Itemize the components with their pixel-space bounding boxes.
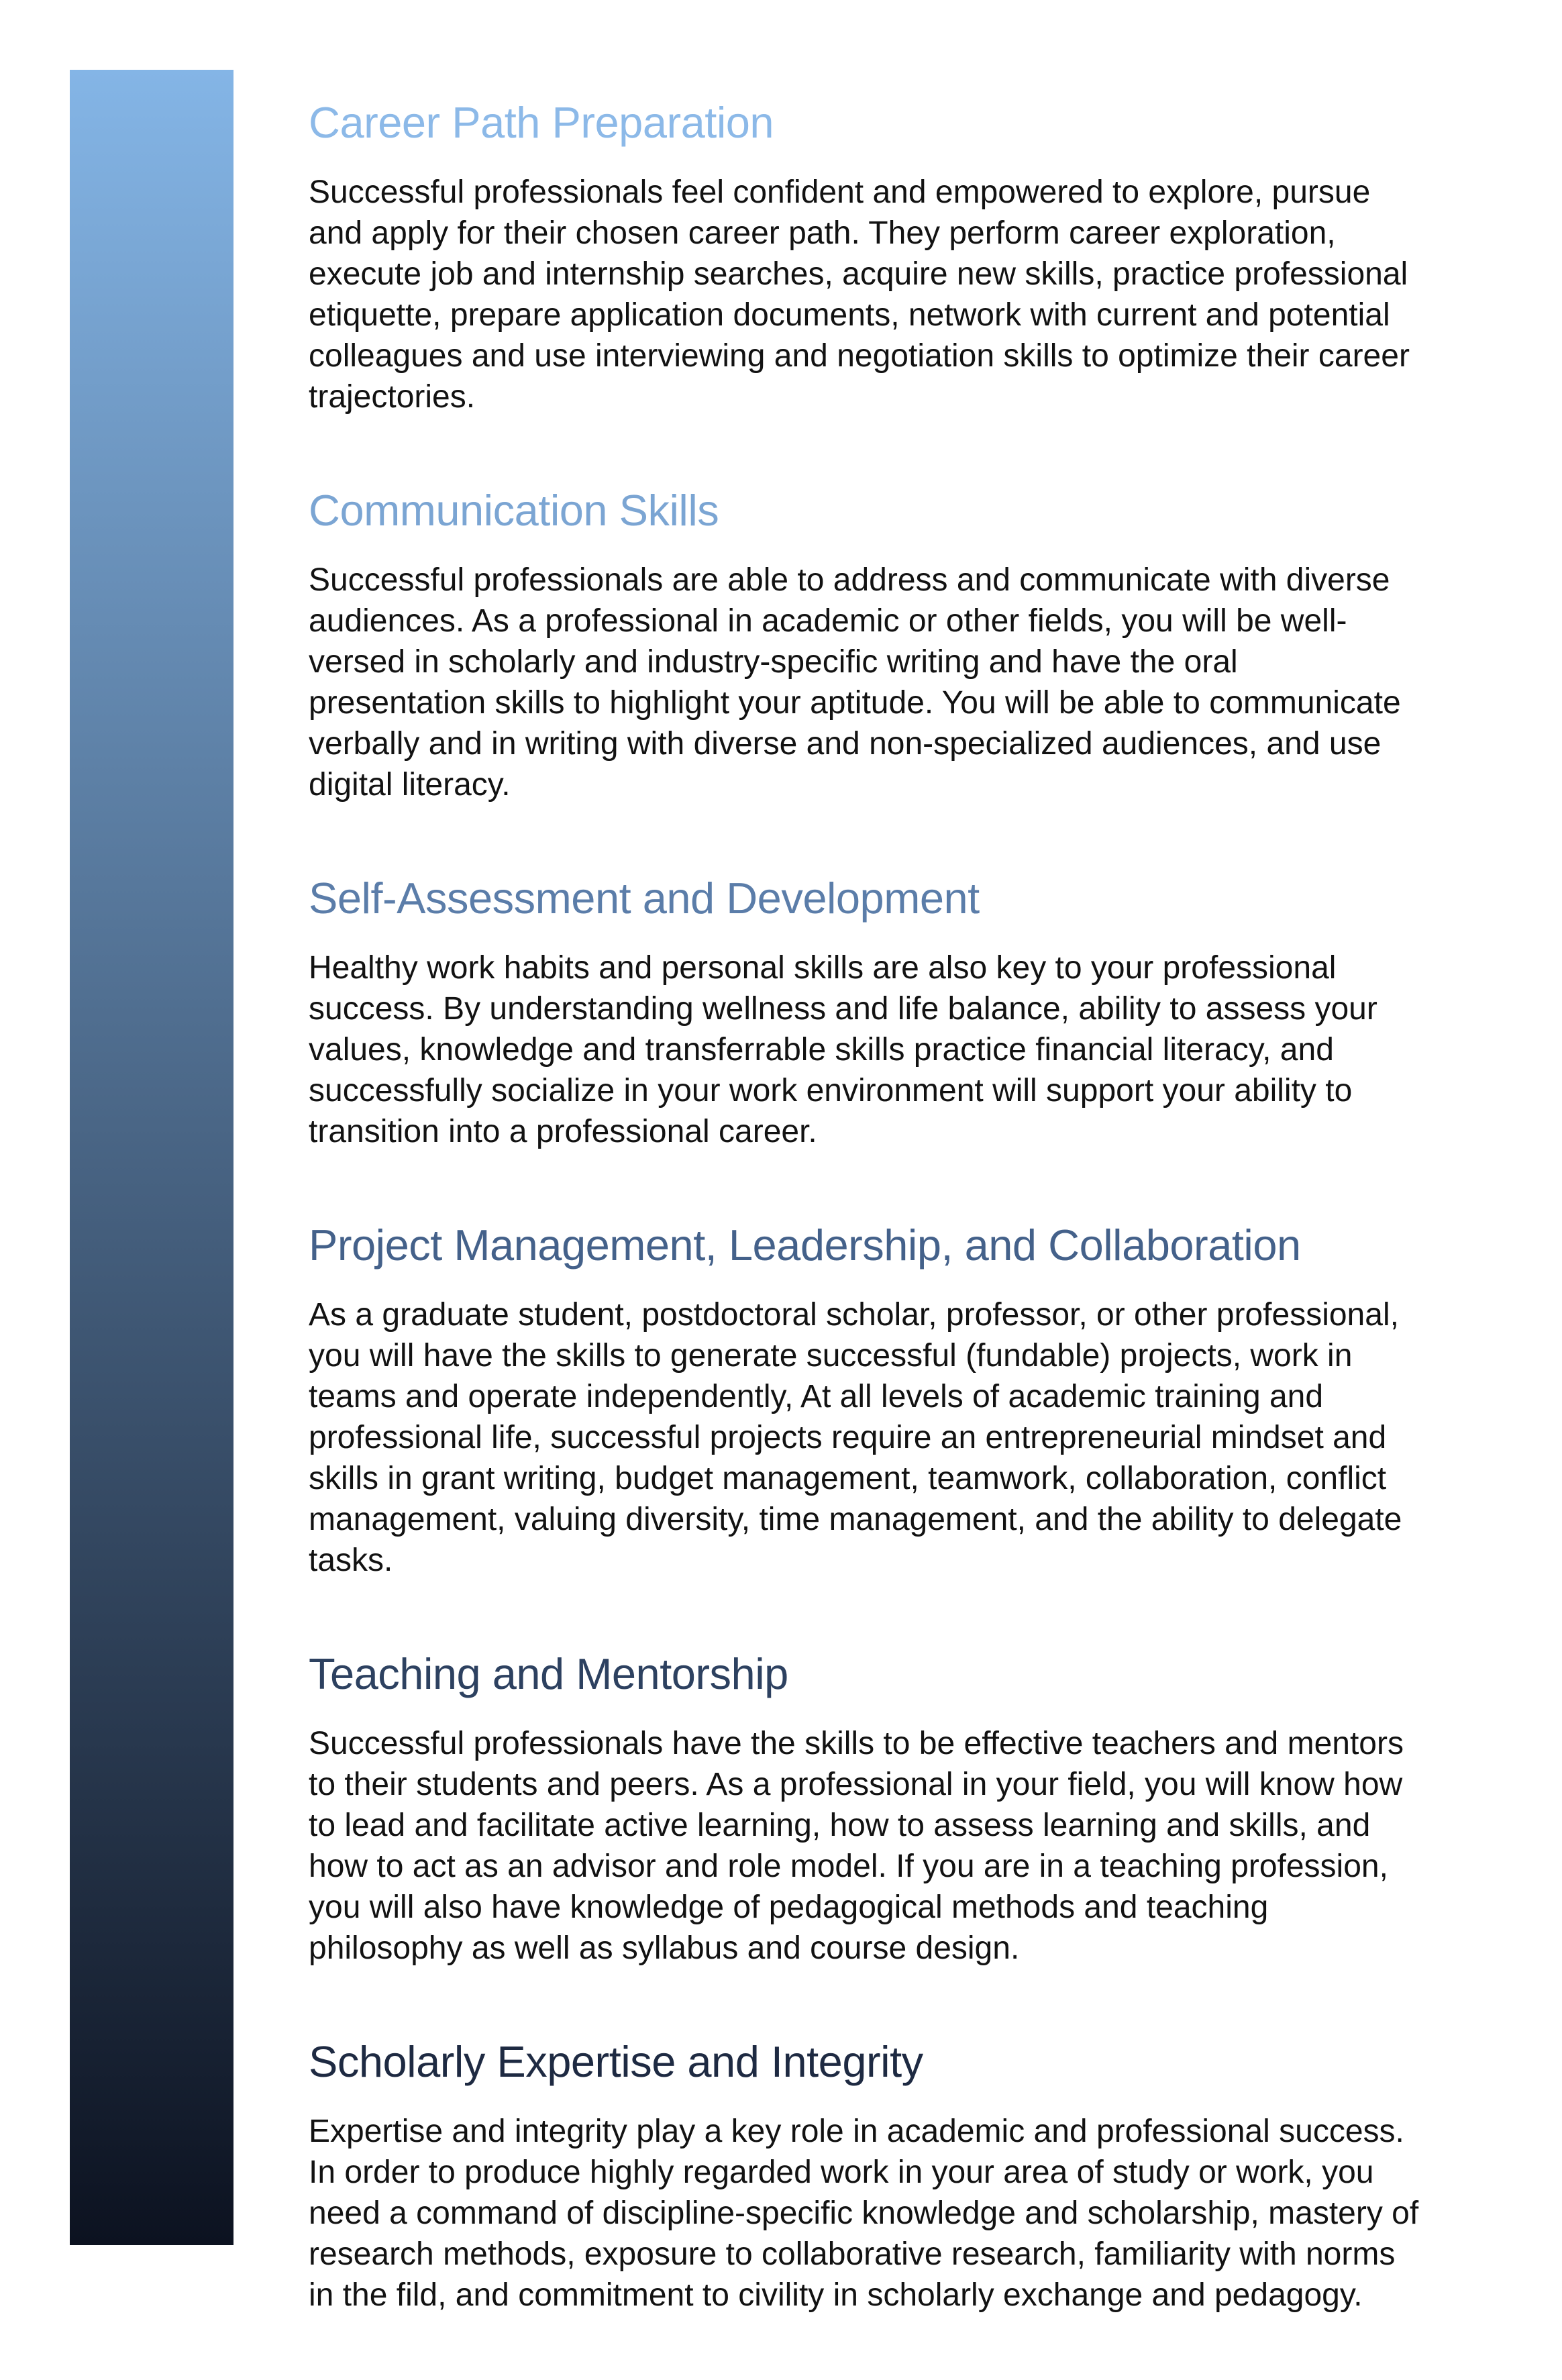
section-paragraph: Successful professionals are able to address and communicate with diverse audiences. As a professional in academic or other fields, you will be well-versed in scholarly and industry-specific writing and have the oral presentation skills to highlight your aptitude. You will be able to communicate verbally and in writing with diverse and non-specialized audiences, and use digital literacy. <box>309 562 1401 803</box>
section-heading: Self-Assessment and Development <box>309 874 980 923</box>
section-paragraph: Successful professionals have the skills to be effective teachers and mentors to their students and peers. As a professional in your field, you will know how to lead and facilitate active learning, how to assess learning and skills, and how to act as an advisor and role model. If you are in a teaching profession, you will also have knowledge of pedagogical methods and teaching philosophy as well as syllabus and course design. <box>309 1726 1404 1966</box>
section-paragraph: Successful professionals feel confident and empowered to explore, pursue and apply for their chosen career path. They perform career exploration, execute job and internship searches, acquire new skills, practice professional etiquette, prepare application documents, network with current and potential colleagues and use interviewing and negotiation skills to optimize their career trajectories. <box>309 174 1410 415</box>
section-project-management-leadership-collaboration <box>309 1217 1422 1581</box>
section-career-path-preparation <box>309 94 1422 417</box>
section-teaching-and-mentorship <box>309 1645 1422 1969</box>
section-heading: Teaching and Mentorship <box>309 1649 788 1698</box>
section-paragraph: As a graduate student, postdoctoral scholar, professor, or other professional, you will have the skills to generate successful (fundable) projects, work in teams and operate independently, At all levels of academic training and professional life, successful projects require an entrepreneurial mindset and skills in grant writing, budget management, teamwork, collaboration, conflict management, valuing diversity, time management, and the ability to delegate tasks. <box>309 1297 1402 1578</box>
section-heading: Communication Skills <box>309 486 719 535</box>
section-heading: Scholarly Expertise and Integrity <box>309 2037 923 2086</box>
section-paragraph: Healthy work habits and personal skills are also key to your professional success. By understanding wellness and life balance, ability to assess your values, knowledge and transferrable skills practice financial literacy, and successfully socialize in your work environment will support your ability to transition into a professional career. <box>309 950 1377 1149</box>
section-scholarly-expertise-and-integrity <box>309 2033 1422 2316</box>
section-communication-skills <box>309 482 1422 805</box>
section-heading: Career Path Preparation <box>309 98 774 147</box>
section-paragraph: Expertise and integrity play a key role in academic and professional success. In order to produce highly regarded work in your area of study or work, you need a command of discipline-specific knowledge and scholarship, mastery of research methods, exposure to collaborative research, familiarity with norms in the fild, and commitment to civility in scholarly exchange and pedagogy. <box>309 2114 1419 2313</box>
sidebar-gradient-bar <box>70 70 233 2245</box>
content-column <box>309 0 1422 2380</box>
section-heading: Project Management, Leadership, and Collaboration <box>309 1221 1301 1270</box>
section-self-assessment-and-development <box>309 870 1422 1152</box>
